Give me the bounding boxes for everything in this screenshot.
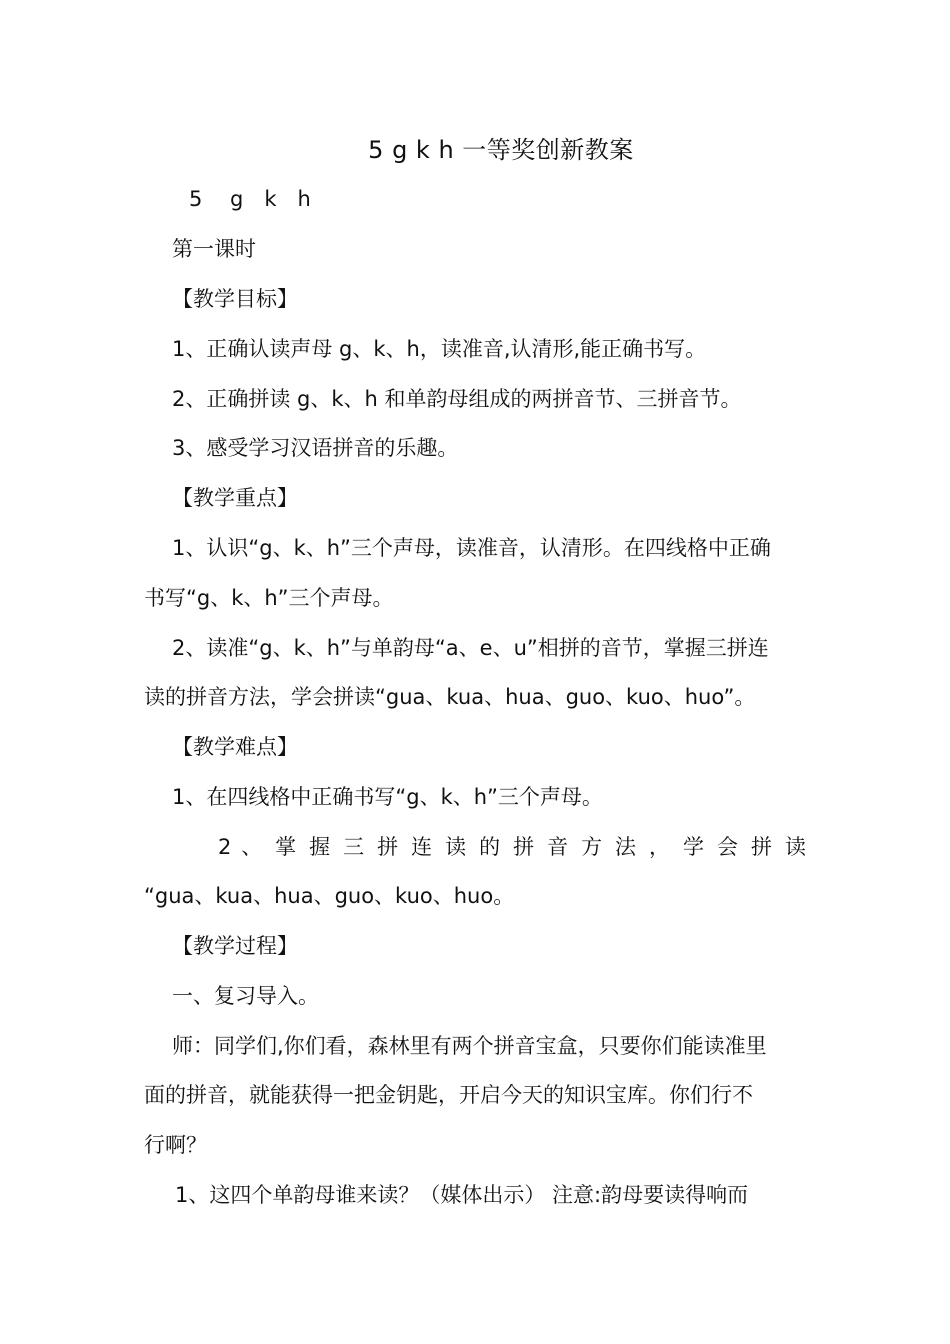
key-point-2-line-2: 读的拼音方法，学会拼读“gua、kua、hua、guo、kuo、huo”。	[144, 685, 756, 709]
key-point-2-line-1: 2、读准“g、k、h”与单韵母“a、e、u”相拼的音节，掌握三拼连	[172, 636, 769, 660]
section-heading-process: 【教学过程】	[172, 934, 298, 958]
difficulty-item-1: 1、在四线格中正确书写“g、k、h”三个声母。	[172, 785, 603, 809]
section-heading-difficulties: 【教学难点】	[172, 735, 298, 759]
section-heading-key-points: 【教学重点】	[172, 486, 298, 510]
difficulty-item-2-line-1: 2 、 掌 握 三 拼 连 读 的 拼 音 方 法 ， 学 会 拼 读	[218, 835, 806, 859]
process-item-1: 1、这四个单韵母谁来读？（媒体出示） 注意:韵母要读得响而	[175, 1183, 749, 1207]
section-heading-objectives: 【教学目标】	[172, 287, 298, 311]
key-point-1-line-1: 1、认识“g、k、h”三个声母，读准音，认清形。在四线格中正确	[172, 536, 771, 560]
teacher-speech-line-1: 师：同学们,你们看，森林里有两个拼音宝盒，只要你们能读准里	[172, 1034, 767, 1058]
subtitle-line: 5 g k h	[189, 187, 311, 211]
document-title: 5 g k h 一等奖创新教案	[368, 136, 634, 164]
difficulty-item-2-line-2: “gua、kua、hua、guo、kuo、huo。	[144, 884, 515, 908]
key-point-1-line-2: 书写“g、k、h”三个声母。	[144, 586, 394, 610]
process-step-heading: 一、复习导入。	[172, 984, 319, 1008]
objective-item-2: 2、正确拼读 g、k、h 和单韵母组成的两拼音节、三拼音节。	[172, 387, 742, 411]
teacher-speech-line-2: 面的拼音，就能获得一把金钥匙，开启今天的知识宝库。你们行不	[144, 1083, 753, 1107]
objective-item-1: 1、正确认读声母 g、k、h，读准音,认清形,能正确书写。	[172, 337, 707, 361]
lesson-period: 第一课时	[172, 237, 256, 261]
objective-item-3: 3、感受学习汉语拼音的乐趣。	[172, 436, 459, 460]
teacher-speech-line-3: 行啊？	[144, 1133, 207, 1157]
